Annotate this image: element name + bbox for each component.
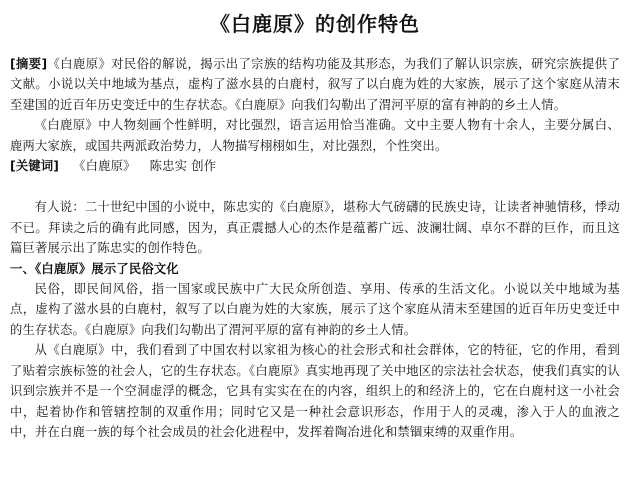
section-paragraph-1: 民俗，即民间风俗，指一国家或民族中广大民众所创造、享用、传承的生活文化。小说以关中地域为基点，虚构了滋水县的白鹿村，叙写了以白鹿为姓的大家族，展示了这个家庭从清末至建国的近百年历史变迁中的生存状态。《白鹿原》向我们勾勒出了渭河平原的富有神韵的乡土人情。 — [10, 282, 620, 337]
section-heading: 一、《白鹿原》展示了民俗文化 — [10, 261, 179, 276]
abstract-label: [摘要] — [10, 57, 48, 71]
abstract-text: 《白鹿原》对民俗的解说，揭示出了宗族的结构功能及其形态，为我们了解认识宗族，研究宗族提供了文献。小说以关中地域为基点，虚构了滋水县的白鹿村，叙写了以白鹿为姓的大家族，展示了这个家庭从清末至建国的近百年历史变迁中的生存状态。《白鹿原》向我们勾勒出了渭河平原的富有神韵的乡土人情。 — [10, 57, 620, 112]
spacer — [10, 176, 620, 197]
keyword-item: 创作 — [191, 159, 217, 174]
keywords-label: [关键词] — [10, 159, 60, 174]
section-paragraph-2: 从《白鹿原》中，我们看到了中国农村以家祖为核心的社会形式和社会群体，它的特征，它的作用，看到了贴着宗族标签的社会人，它的生存状态。《白鹿原》真实地再现了关中地区的宗法社会状态，使我们真实的认识到宗族并不是一个空洞虚浮的概念，它具有实实在在的内容，组织上的和经济上的，它在白鹿村这一小社会中，起着协作和管辖控制的双重作用；同时它又是一种社会意识形态，作用于人的灵魂，渗入于人的血液之中，并在白鹿一族的每个社会成员的社会化进程中，发挥着陶冶进化和禁锢束缚的双重作用。 — [10, 343, 620, 439]
keyword-item: 陈忠实 — [149, 159, 188, 174]
keyword-item: 《白鹿原》 — [73, 159, 136, 174]
page-title: 《白鹿原》的创作特色 — [210, 12, 420, 36]
abstract-paragraph-2: 《白鹿原》中人物刻画个性鲜明，对比强烈，语言运用恰当准确。文中主要人物有十余人，主要分属白、鹿两大家族，或国共两派政治势力，人物描写栩栩如生，对比强烈，个性突出。 — [10, 118, 620, 153]
keywords-line — [10, 156, 620, 176]
intro-paragraph: 有人说：二十世纪中国的小说中，陈忠实的《白鹿原》，堪称大气磅礴的民族史诗，让读者神驰情移，悸动不已。拜读之后的确有此同感，因为，真正震撼人心的杰作是蕴蓄广远、波澜壮阔、卓尔不群的巨作，而且这篇巨著展示出了陈忠实的创作特色。 — [10, 200, 620, 256]
abstract-paragraph — [10, 54, 620, 115]
